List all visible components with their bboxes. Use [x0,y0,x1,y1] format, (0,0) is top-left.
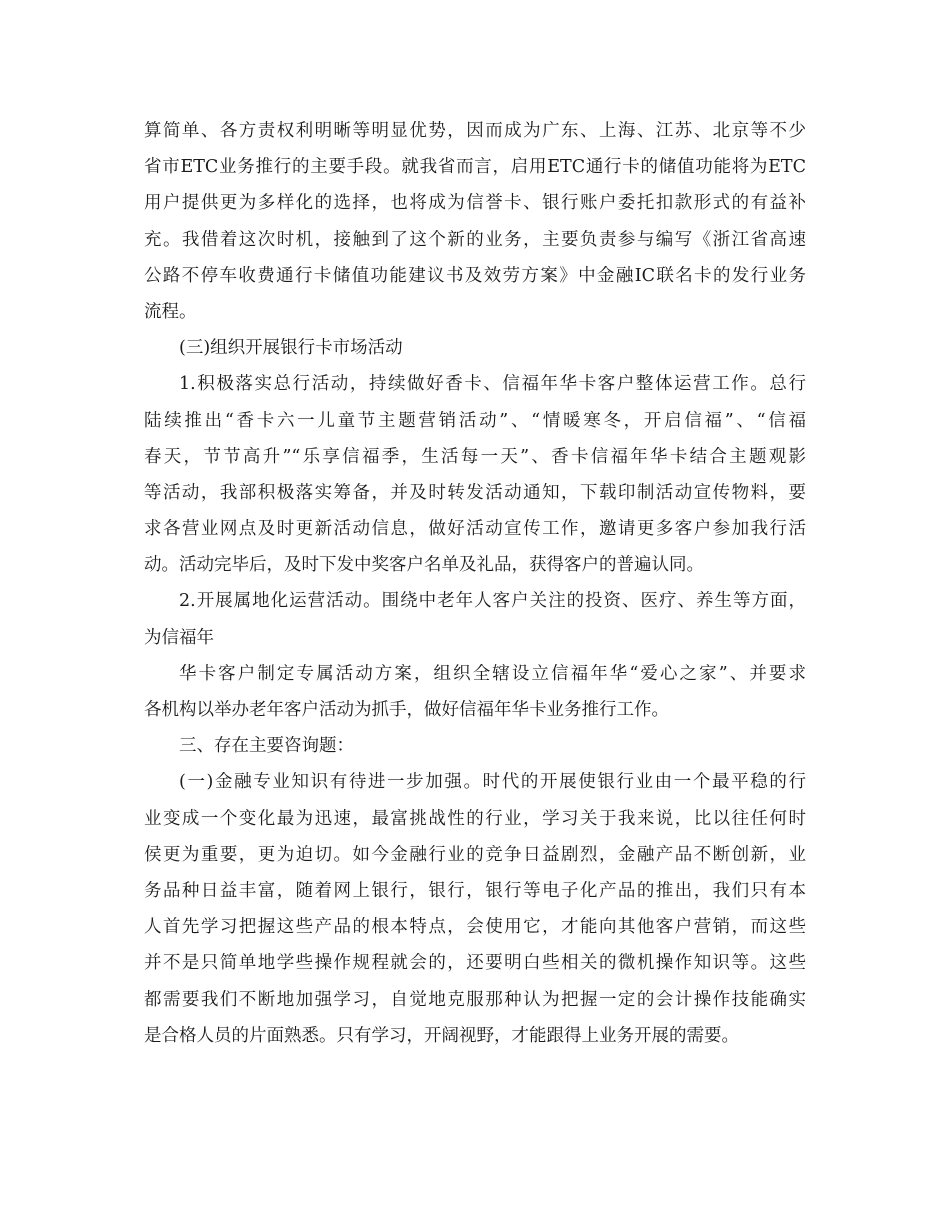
text-line: 各机构以举办老年客户活动为抓手，做好信福年华卡业务推行工作。 [144,700,669,720]
text-line: 务品种日益丰富，随着网上银行，银行，银行等电子化产品的推出，我们只有本 [144,880,806,901]
document-body [144,113,806,1054]
text-line: 侯更为重要，更为迫切。如今金融行业的竞争日益剧烈，金融产品不断创新，业 [144,844,806,865]
text-line: 充。我借着这次时机，接触到了这个新的业务，主要负责参与编写《浙江省高速 [144,229,806,250]
text-line: 流程。 [144,301,197,322]
text-line: (一)金融专业知识有待进一步加强。时代的开展使银行业由一个最平稳的行 [179,772,806,793]
text-line: 1.积极落实总行活动，持续做好香卡、信福年华卡客户整体运营工作。总行 [179,374,806,395]
text-line: 三、存在主要咨询题： [179,736,354,757]
text-line: 为信福年 [144,627,214,648]
text-line: 2.开展属地化运营活动。围绕中老年人客户关注的投资、医疗、养生等方面， [179,591,806,612]
text-line: 省市ETC业务推行的主要手段。就我省而言，启用ETC通行卡的储值功能将为ETC [144,157,806,178]
text-line: 都需要我们不断地加强学习，自觉地克服那种认为把握一定的会计操作技能确实 [144,989,806,1010]
text-line: (三)组织开展银行卡市场活动 [179,338,403,359]
text-line: 求各营业网点及时更新活动信息，做好活动宣传工作，邀请更多客户参加我行活 [144,519,806,540]
text-line: 陆续推出“香卡六一儿童节主题营销活动”、“情暖寒冬，开启信福”、“信福 [144,410,806,431]
text-line: 动。活动完毕后，及时下发中奖客户名单及礼品，获得客户的普遍认同。 [144,555,704,576]
text-line: 公路不停车收费通行卡储值功能建议书及效劳方案》中金融IC联名卡的发行业务 [144,265,806,286]
text-line: 等活动，我部积极落实筹备，并及时转发活动通知，下载印制活动宣传物料，要 [144,482,806,503]
text-line: 并不是只简单地学些操作规程就会的，还要明白些相关的微机操作知识等。这些 [144,953,806,974]
text-line: 华卡客户制定专属活动方案，组织全辖设立信福年华“爱心之家”、并要求 [179,663,806,684]
text-line: 是合格人员的片面熟悉。只有学习，开阔视野，才能跟得上业务开展的需要。 [144,1025,739,1046]
text-line: 春天，节节高升”“乐享信福季，生活每一天”、香卡信福年华卡结合主题观影 [144,446,806,467]
text-line: 用户提供更为多样化的选择，也将成为信誉卡、银行账户委托扣款形式的有益补 [144,193,806,214]
text-line: 算简单、各方责权利明晰等明显优势，因而成为广东、上海、江苏、北京等不少 [144,121,806,141]
text-line: 业变成一个变化最为迅速，最富挑战性的行业，学习关于我来说，比以往任何时 [144,808,806,829]
text-line: 人首先学习把握这些产品的根本特点，会使用它，才能向其他客户营销，而这些 [144,917,806,938]
